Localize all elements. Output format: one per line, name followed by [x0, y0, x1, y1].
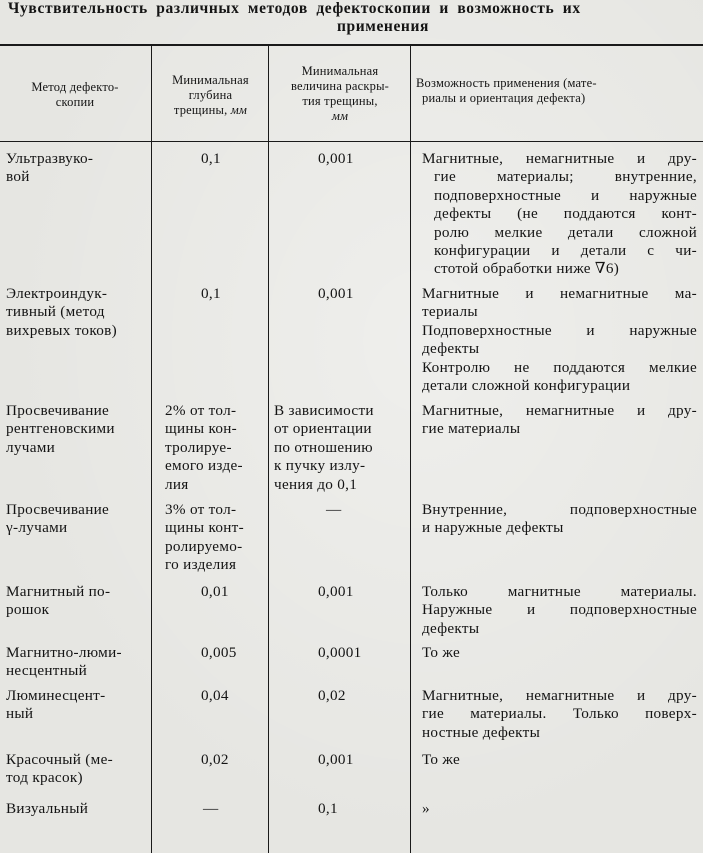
cell-method: [6, 285, 148, 340]
cell-application: [422, 583, 697, 638]
column-divider-1: [151, 45, 152, 853]
cell-method-line: Визуальный: [6, 800, 89, 817]
cell-min-width-line: —: [326, 501, 342, 518]
cell-min-depth-line: 2% от тол-: [165, 402, 237, 419]
cell-min-width-line: 0,02: [318, 687, 346, 704]
cell-method-line: γ-лучами: [6, 519, 68, 537]
cell-method-line: Электроиндук-: [6, 285, 108, 302]
cell-min-depth-line: лия: [165, 475, 189, 493]
column-divider-2: [268, 45, 269, 853]
cell-method-line: вой: [6, 168, 30, 186]
cell-application: [422, 751, 697, 769]
header-min-width: [271, 64, 409, 124]
cell-method-line: рентгеновскими: [6, 420, 115, 438]
cell-min-width-line: по отношению: [274, 438, 373, 456]
cell-min-depth-line: го изделия: [165, 556, 237, 574]
cell-application: [422, 687, 697, 742]
cell-min-width-line: от ориентации: [274, 420, 372, 438]
cell-min-width: [274, 402, 404, 494]
cell-min-width-line: к пучку излу-: [274, 457, 366, 475]
cell-method: [6, 687, 148, 724]
cell-application-line: детали сложной конфигурации: [422, 377, 631, 395]
cell-min-depth: [165, 644, 265, 662]
cell-min-depth: [165, 800, 265, 818]
cell-application-line: Наружные и подповерхностные: [422, 601, 697, 619]
cell-method: [6, 800, 148, 818]
cell-application-line: Магнитные и немагнитные ма-: [422, 285, 697, 302]
cell-min-depth-line: 0,02: [201, 751, 229, 768]
cell-min-width-line: чения до 0,1: [274, 475, 358, 493]
cell-application-line: гие материалы; внутренние,: [434, 168, 697, 186]
cell-min-width: [274, 150, 404, 168]
header-method-line: Метод дефекто-: [31, 80, 119, 94]
cell-min-width: [274, 751, 404, 769]
cell-min-depth-line: 0,04: [201, 687, 229, 704]
cell-min-depth-line: ролируемо-: [165, 537, 243, 555]
column-divider-3: [410, 45, 411, 853]
cell-application-line: гие материалы: [422, 420, 521, 438]
cell-min-depth: [165, 583, 265, 601]
header-min-width-line: тия трещины,: [302, 94, 378, 108]
cell-method-line: Красочный (ме-: [6, 751, 113, 768]
cell-min-depth-line: щины кон-: [165, 420, 238, 438]
caption-line-2: применения: [337, 18, 429, 35]
header-min-depth-line: [155, 103, 266, 118]
cell-application: [422, 501, 697, 538]
cell-method-line: Просвечивание: [6, 501, 110, 518]
cell-min-width: [274, 644, 404, 662]
cell-method-line: тивный (метод: [6, 303, 105, 321]
cell-method-line: Ультразвуко-: [6, 150, 94, 167]
cell-min-depth: [165, 150, 265, 168]
cell-application-line: Внутренние, подповерхностные: [422, 501, 697, 518]
cell-application-line: дефекты (не поддаются конт-: [434, 205, 697, 223]
cell-min-width-line: 0,001: [318, 583, 354, 600]
cell-application-line: и наружные дефекты: [422, 519, 564, 537]
cell-min-depth: [165, 285, 265, 303]
cell-application-line: ролю мелкие детали сложной: [434, 223, 697, 241]
cell-method-line: несцентный: [6, 662, 88, 680]
cell-application-line: ностные дефекты: [422, 723, 541, 741]
cell-application: [422, 800, 697, 818]
cell-min-depth: [165, 687, 265, 705]
cell-method-line: Магнитный по-: [6, 583, 111, 600]
cell-min-depth-line: тролируе-: [165, 438, 232, 456]
cell-min-width-line: 0,1: [318, 800, 338, 817]
cell-application-line: Магнитные, немагнитные и дру-: [422, 402, 697, 419]
cell-application-line: Контролю не поддаются мелкие: [422, 358, 697, 376]
cell-application-line: То же: [422, 644, 461, 661]
cell-method: [6, 501, 148, 538]
header-min-width-line: [271, 109, 409, 124]
cell-application-line: дефекты: [422, 619, 480, 637]
header-min-width-line: Минимальная: [301, 64, 379, 78]
header-method: [2, 80, 148, 110]
header-min-depth-line: Минимальная: [172, 73, 249, 87]
cell-application: [422, 644, 697, 662]
header-method-line: скопии: [55, 95, 95, 109]
header-application: [416, 76, 700, 106]
header-application-line: риалы и ориентация дефекта): [422, 91, 586, 105]
cell-application-line: дефекты: [422, 340, 480, 358]
header-min-width-line: величина раскры-: [290, 79, 390, 93]
cell-application-line: гие материалы. Только поверх-: [422, 705, 697, 723]
cell-method: [6, 402, 148, 457]
cell-min-depth-line: 0,01: [201, 583, 229, 600]
table-header-rule: [0, 141, 703, 142]
cell-application-line: стотой обработки ниже ∇6): [434, 260, 620, 278]
cell-min-depth: [165, 501, 265, 575]
cell-method: [6, 644, 148, 681]
header-min-depth-unit: мм: [230, 103, 248, 117]
cell-application: [422, 402, 697, 439]
header-min-depth-line: глубина: [188, 88, 233, 102]
cell-application-line: То же: [422, 751, 461, 768]
cell-application-line: подповерхностные и наружные: [434, 186, 697, 204]
cell-application-line: »: [422, 800, 430, 817]
cell-min-width-line: 0,001: [318, 751, 354, 768]
cell-min-width-line: 0,001: [318, 150, 354, 167]
header-min-depth: [155, 73, 266, 118]
header-min-width-unit: мм: [331, 109, 349, 123]
table-top-rule: [0, 44, 703, 46]
cell-method-line: ный: [6, 705, 34, 723]
cell-application-line: конфигурации и детали с чи-: [434, 242, 697, 260]
cell-min-width-line: 0,0001: [318, 644, 362, 661]
cell-application-line: Подповерхностные и наружные: [422, 321, 697, 339]
cell-min-width: [274, 800, 404, 818]
cell-min-depth: [165, 402, 265, 494]
cell-application-line: Магнитные, немагнитные и дру-: [422, 687, 697, 704]
cell-method-line: лучами: [6, 438, 56, 456]
cell-application-line: Магнитные, немагнитные и дру-: [422, 150, 697, 167]
cell-min-width-line: В зависимости: [274, 402, 374, 419]
cell-application-line: териалы: [422, 303, 478, 321]
cell-min-width: [274, 583, 404, 601]
cell-method-line: Магнитно-люми-: [6, 644, 122, 661]
cell-application: [422, 285, 697, 395]
table-caption: [8, 0, 698, 36]
cell-min-depth-line: 3% от тол-: [165, 501, 237, 518]
cell-method: [6, 150, 148, 187]
cell-method-line: вихревых токов): [6, 321, 117, 339]
cell-method-line: тод красок): [6, 769, 83, 787]
cell-method-line: Просвечивание: [6, 402, 110, 419]
cell-method: [6, 751, 148, 788]
cell-min-width: [274, 501, 404, 519]
cell-min-depth-line: емого изде-: [165, 457, 243, 475]
header-application-line: Возможность применения (мате-: [416, 76, 597, 90]
cell-min-depth-line: 0,1: [201, 285, 221, 302]
cell-application-line: Только магнитные материалы.: [422, 583, 697, 600]
cell-min-depth-line: —: [203, 800, 219, 817]
cell-min-width: [274, 285, 404, 303]
cell-method: [6, 583, 148, 620]
cell-min-depth-line: 0,1: [201, 150, 221, 167]
cell-method-line: рошок: [6, 601, 50, 619]
cell-min-depth: [165, 751, 265, 769]
cell-min-width-line: 0,001: [318, 285, 354, 302]
cell-method-line: Люминесцент-: [6, 687, 106, 704]
header-min-depth-text: трещины,: [173, 103, 228, 117]
cell-min-width: [274, 687, 404, 705]
cell-min-depth-line: 0,005: [201, 644, 237, 661]
caption-line-1: Чувствительность различных методов дефектоскопии и возможность их: [8, 0, 581, 17]
cell-application: [422, 150, 697, 279]
cell-min-depth-line: щины конт-: [165, 519, 244, 537]
